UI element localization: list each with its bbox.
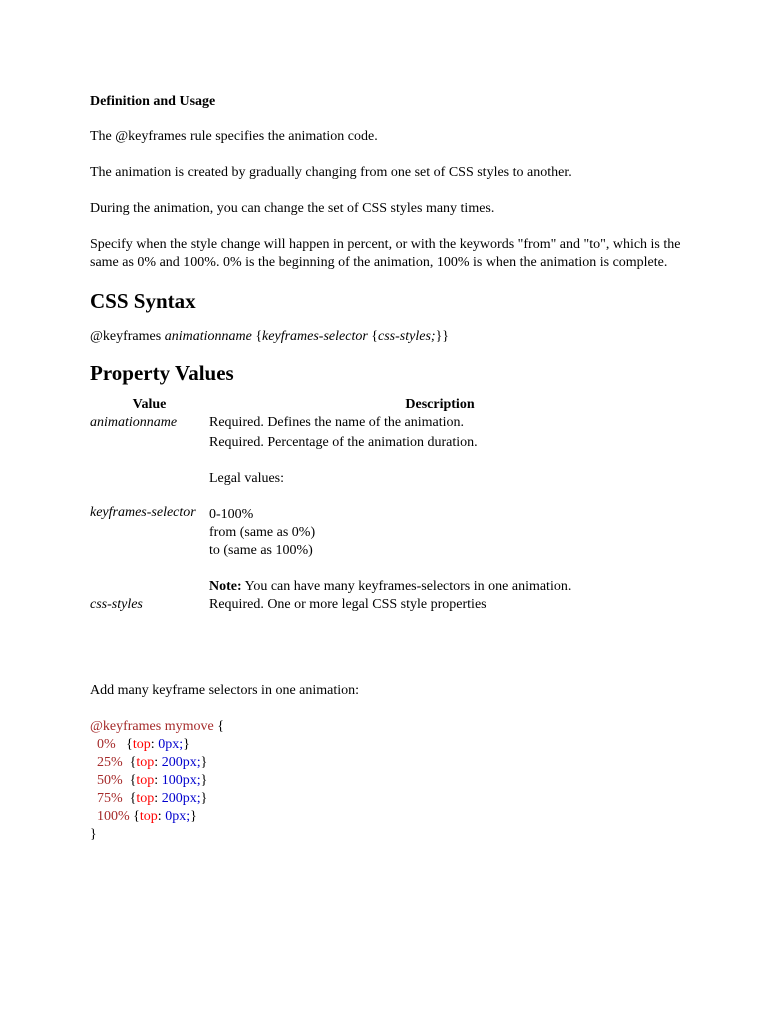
value-cell-keyframes-selector <box>90 432 209 596</box>
keyframes-selector-label: keyframes-selector <box>90 505 196 520</box>
code-selector: 75% <box>90 791 130 806</box>
code-open-brace: { <box>213 719 224 734</box>
syntax-styles-open: { <box>367 329 379 344</box>
code-selector: 50% <box>90 773 130 788</box>
code-line: 0% {top: 0px;} <box>90 737 190 752</box>
code-property: top <box>132 737 151 752</box>
table-header-row <box>90 396 671 414</box>
legal-value-item: from (same as 0%) <box>209 525 316 540</box>
css-syntax-heading: CSS Syntax <box>90 289 196 313</box>
code-value: 200px; <box>158 755 201 770</box>
syntax-styles: css-styles; <box>378 329 436 344</box>
code-value: 0px; <box>161 809 191 824</box>
description-cell-keyframes-selector <box>209 432 671 596</box>
value-cell-animationname: animationname <box>90 415 178 430</box>
column-header-description: Description <box>405 397 475 412</box>
code-line <box>90 718 690 736</box>
code-line: 100% {top: 0px;} <box>90 809 197 824</box>
definition-paragraph-1: The @keyframes rule specifies the animation code. <box>90 129 378 144</box>
code-line: 75% {top: 200px;} <box>90 791 208 806</box>
code-at-rule: @keyframes mymove <box>90 719 214 734</box>
syntax-brace-open: { <box>251 329 263 344</box>
code-value: 200px; <box>158 791 201 806</box>
code-property: top <box>136 755 155 770</box>
code-value: 100px; <box>158 773 201 788</box>
code-property: top <box>139 809 158 824</box>
property-values-heading: Property Values <box>90 361 234 385</box>
code-selector: 0% <box>90 737 127 752</box>
syntax-prefix: @keyframes <box>90 329 165 344</box>
syntax-animationname: animationname <box>164 329 252 344</box>
code-line <box>90 826 690 844</box>
code-line: 50% {top: 100px;} <box>90 773 208 788</box>
code-close-brace: } <box>90 827 97 842</box>
css-syntax-line <box>90 328 690 346</box>
table-row <box>90 596 671 614</box>
code-example <box>90 718 690 844</box>
definition-paragraph-3: During the animation, you can change the set of CSS styles many times. <box>90 201 495 216</box>
example-intro: Add many keyframe selectors in one animation: <box>90 683 360 698</box>
description-cell-css-styles: Required. One or more legal CSS style properties <box>209 597 487 612</box>
syntax-brace-close: }} <box>435 329 450 344</box>
legal-values-label: Legal values: <box>209 471 285 486</box>
code-value: 0px; <box>154 737 184 752</box>
legal-value-item: 0-100% <box>209 507 254 522</box>
code-property: top <box>136 773 155 788</box>
code-selector: 100% <box>90 809 134 824</box>
description-cell-animationname: Required. Defines the name of the animation. <box>209 415 465 430</box>
table-row <box>90 414 671 432</box>
legal-value-item: to (same as 100%) <box>209 543 313 558</box>
note-text: You can have many keyframes-selectors in one animation. <box>241 579 572 594</box>
value-cell-css-styles: css-styles <box>90 597 143 612</box>
note-label: Note: <box>209 579 242 594</box>
column-header-value: Value <box>132 397 167 412</box>
code-selector: 25% <box>90 755 130 770</box>
code-line: 25% {top: 200px;} <box>90 755 208 770</box>
selector-description-intro: Required. Percentage of the animation duration. <box>209 435 478 450</box>
definition-heading: Definition and Usage <box>90 94 216 109</box>
selector-note <box>209 578 671 596</box>
document-page <box>90 93 690 844</box>
table-row <box>90 432 671 596</box>
property-values-table <box>90 396 671 614</box>
code-property: top <box>136 791 155 806</box>
syntax-selector: keyframes-selector <box>262 329 368 344</box>
definition-paragraph-2: The animation is created by gradually changing from one set of CSS styles to another. <box>90 165 572 180</box>
definition-paragraph-4: Specify when the style change will happen in percent, or with the keywords "from" and "to", which is the same as 0% and 100%. 0% is the beginning of the animation, 100% is when the animation is complete. <box>90 237 681 270</box>
